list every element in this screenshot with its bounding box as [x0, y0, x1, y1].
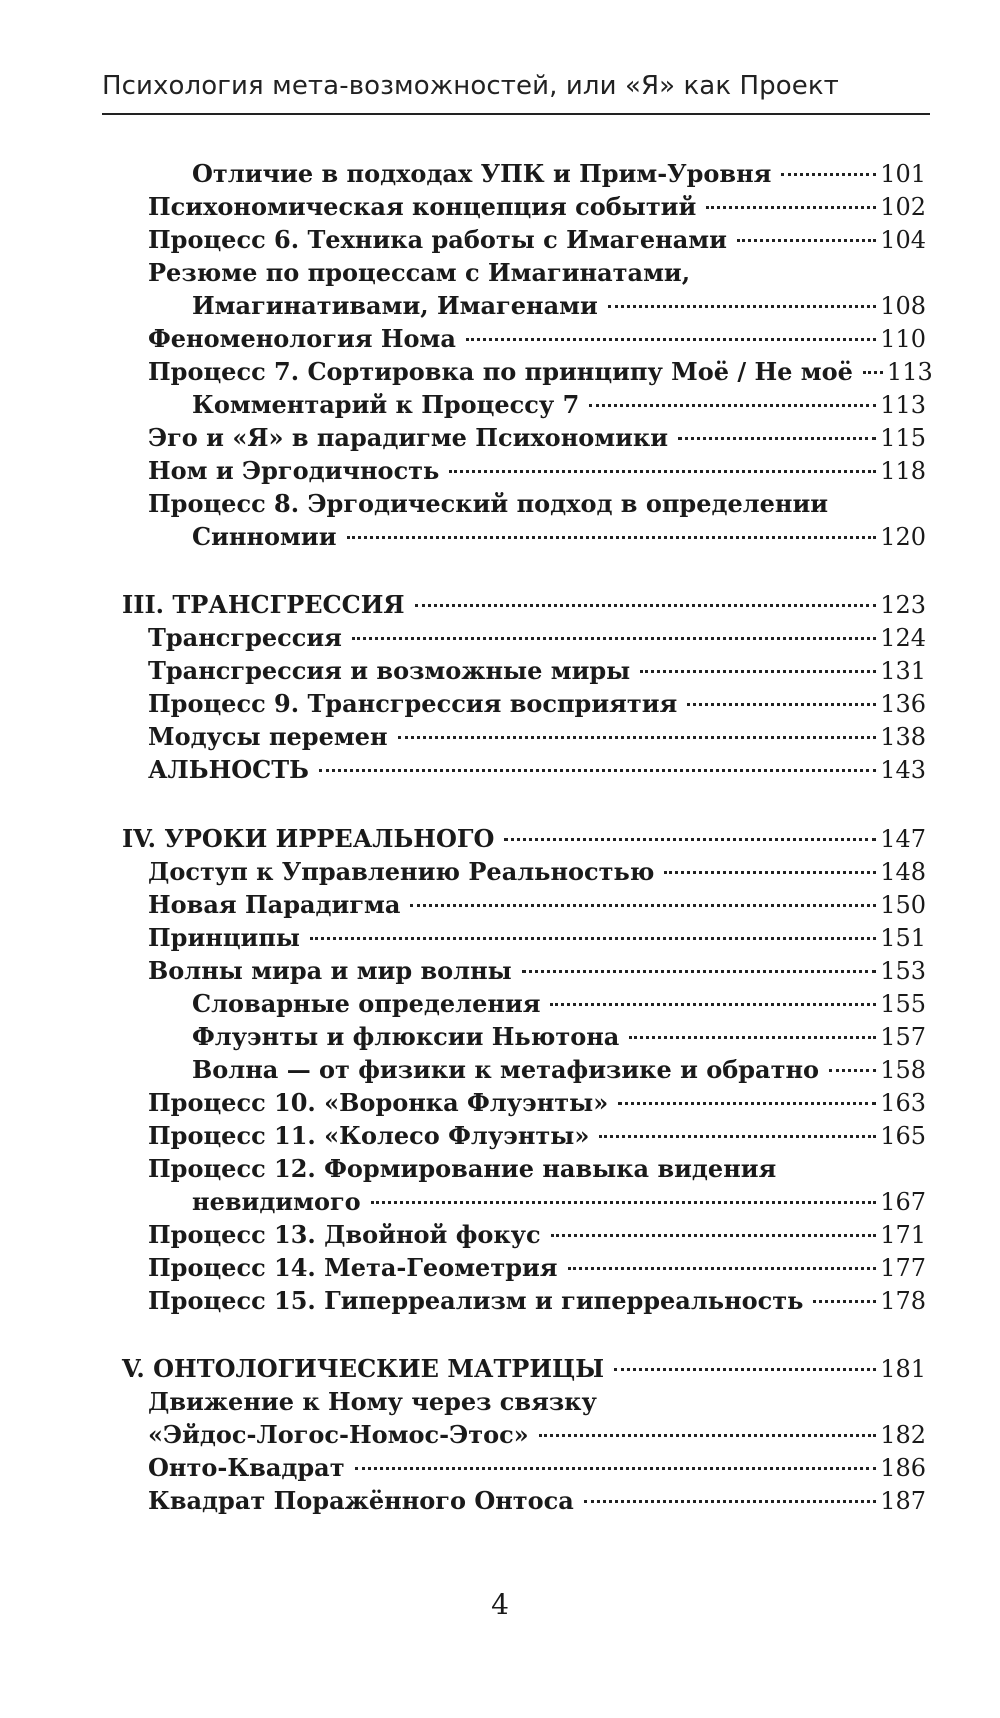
- toc-entry-page: 171: [880, 1221, 926, 1249]
- toc-entry-title: Синномии: [192, 522, 337, 551]
- toc-entry[interactable]: [192, 987, 926, 1021]
- toc-entry-title: Модусы перемен: [148, 722, 388, 751]
- toc-entry-page: 124: [880, 624, 926, 652]
- dot-leader: [568, 1267, 877, 1270]
- dot-leader: [522, 970, 876, 973]
- toc-entry[interactable]: [148, 954, 926, 988]
- toc-entry-title: Квадрат Поражённого Онтоса: [148, 1486, 574, 1515]
- toc-entry-page: 186: [880, 1454, 926, 1482]
- toc-entry-page: 157: [880, 1023, 926, 1051]
- dot-leader: [618, 1102, 876, 1105]
- toc-entry[interactable]: [192, 388, 926, 422]
- toc-entry[interactable]: [148, 1119, 926, 1153]
- toc-entry-title: Эго и «Я» в парадигме Психономики: [148, 423, 669, 452]
- toc-entry[interactable]: [148, 687, 926, 721]
- running-header: Психология мета-возможностей, или «Я» как Проект: [102, 71, 839, 101]
- dot-leader: [706, 206, 876, 209]
- toc-entry-page: 110: [880, 325, 926, 353]
- dot-leader: [678, 437, 876, 440]
- toc-entry-title-line1: Резюме по процессам с Имагинатами,: [148, 258, 691, 287]
- toc-entry[interactable]: [148, 855, 926, 889]
- toc-entry-title: Трансгрессия и возможные миры: [148, 656, 631, 685]
- toc-entry-page: 113: [886, 358, 933, 386]
- toc-entry-title: Феноменология Нома: [148, 324, 456, 353]
- toc-entry-title: Волны мира и мир волны: [148, 956, 512, 985]
- toc-entry-page: 115: [880, 424, 926, 452]
- toc-entry[interactable]: [148, 1251, 926, 1285]
- dot-leader: [640, 670, 876, 673]
- dot-leader: [687, 703, 876, 706]
- toc-entry-title: Комментарий к Процессу 7: [192, 390, 580, 419]
- toc-entry-page: 163: [880, 1089, 926, 1117]
- toc-entry-title: III. ТРАНСГРЕССИЯ: [122, 590, 405, 619]
- toc-entry-title: Онто-Квадрат: [148, 1453, 345, 1482]
- page-number: 4: [491, 1588, 509, 1621]
- toc-entry-page: 138: [880, 723, 926, 751]
- toc-entry-title: Процесс 13. Двойной фокус: [148, 1220, 541, 1249]
- toc-entry-title: Флуэнты и флюксии Ньютона: [192, 1022, 620, 1051]
- toc-entry-page: 158: [880, 1056, 926, 1084]
- toc-entry-title: Процесс 10. «Воронка Флуэнты»: [148, 1088, 609, 1117]
- toc-entry-title: АЛЬНОСТЬ: [148, 755, 309, 784]
- dot-leader: [449, 470, 876, 473]
- toc-entry[interactable]: [192, 289, 926, 323]
- toc-entry[interactable]: [148, 355, 933, 389]
- toc-entry[interactable]: [148, 1284, 926, 1318]
- dot-leader: [629, 1036, 876, 1039]
- toc-section-heading[interactable]: [122, 822, 926, 856]
- dot-leader: [539, 1434, 877, 1437]
- toc-section-heading[interactable]: [122, 1352, 926, 1386]
- toc-entry-page: 148: [880, 858, 926, 886]
- toc-entry-page: 101: [880, 160, 926, 188]
- dot-leader: [352, 637, 876, 640]
- toc-entry[interactable]: [148, 1451, 926, 1485]
- toc-entry[interactable]: [192, 520, 926, 554]
- toc-entry-title: «Эйдос-Логос-Номос-Этос»: [148, 1420, 529, 1449]
- dot-leader: [829, 1069, 876, 1072]
- toc-entry-page: 155: [880, 990, 926, 1018]
- dot-leader: [550, 1003, 876, 1006]
- toc-entry[interactable]: [148, 1086, 926, 1120]
- toc-entry[interactable]: [148, 753, 926, 787]
- dot-leader: [504, 838, 876, 841]
- toc-entry-page: 151: [880, 924, 926, 952]
- dot-leader: [664, 871, 876, 874]
- toc-entry[interactable]: [148, 223, 926, 257]
- toc-entry-title: IV. УРОКИ ИРРЕАЛЬНОГО: [122, 824, 495, 853]
- toc-entry-page: 187: [880, 1487, 926, 1515]
- toc-entry-page: 167: [880, 1188, 926, 1216]
- toc-entry-title: Имагинативами, Имагенами: [192, 291, 598, 320]
- toc-entry[interactable]: [192, 157, 926, 191]
- dot-leader: [319, 769, 876, 772]
- dot-leader: [863, 371, 883, 374]
- toc-entry[interactable]: [192, 1053, 926, 1087]
- toc-entry-title: Процесс 11. «Колесо Флуэнты»: [148, 1121, 590, 1150]
- toc-entry-page: 181: [880, 1355, 926, 1383]
- dot-leader: [599, 1135, 876, 1138]
- dot-leader: [398, 736, 877, 739]
- toc-entry-page: 136: [880, 690, 926, 718]
- toc-entry[interactable]: [148, 1418, 926, 1452]
- toc-entry-title-line1: Движение к Ному через связку: [148, 1387, 597, 1416]
- toc-entry-page: 102: [880, 193, 926, 221]
- toc-entry[interactable]: [148, 720, 926, 754]
- toc-entry[interactable]: [148, 190, 926, 224]
- toc-entry-title: Психономическая концепция событий: [148, 192, 697, 221]
- dot-leader: [310, 937, 876, 940]
- toc-entry-title-line1: Процесс 8. Эргодический подход в определении: [148, 489, 829, 518]
- toc-entry[interactable]: [148, 1484, 926, 1518]
- toc-entry-page: 177: [880, 1254, 926, 1282]
- dot-leader: [737, 239, 876, 242]
- toc-entry-page: 182: [880, 1421, 926, 1449]
- dot-leader: [371, 1201, 877, 1204]
- toc-entry-title: Волна — от физики к метафизике и обратно: [192, 1055, 820, 1084]
- toc-entry-title: Процесс 7. Сортировка по принципу Моё / Не моё: [148, 357, 853, 386]
- dot-leader: [584, 1500, 876, 1503]
- toc-entry-title: Ном и Эргодичность: [148, 456, 440, 485]
- toc-entry[interactable]: [148, 921, 926, 955]
- toc-entry[interactable]: [192, 1020, 926, 1054]
- dot-leader: [589, 404, 876, 407]
- toc-entry-title: Принципы: [148, 923, 300, 952]
- toc-entry[interactable]: [148, 322, 926, 356]
- toc-entry-page: 165: [880, 1122, 926, 1150]
- toc-entry-page: 123: [880, 591, 926, 619]
- dot-leader: [614, 1368, 876, 1371]
- toc-entry[interactable]: [192, 1185, 926, 1219]
- dot-leader: [551, 1234, 877, 1237]
- toc-entry-page: 120: [880, 523, 926, 551]
- toc-entry-title: Процесс 15. Гиперреализм и гиперреальность: [148, 1286, 804, 1315]
- dot-leader: [410, 904, 876, 907]
- toc-entry-title: Новая Парадигма: [148, 890, 401, 919]
- toc-section-heading[interactable]: [122, 588, 926, 622]
- toc-entry-title-line1: Процесс 12. Формирование навыка видения: [148, 1154, 777, 1183]
- toc-entry-page: 108: [880, 292, 926, 320]
- dot-leader: [608, 305, 876, 308]
- dot-leader: [347, 536, 877, 539]
- toc-entry[interactable]: [148, 654, 926, 688]
- toc-entry-title: невидимого: [192, 1187, 361, 1216]
- toc-entry-title: Процесс 6. Техника работы с Имагенами: [148, 225, 727, 254]
- dot-leader: [355, 1467, 877, 1470]
- toc-entry-page: 118: [880, 457, 926, 485]
- toc-entry[interactable]: [148, 421, 926, 455]
- toc-entry-page: 131: [880, 657, 926, 685]
- toc-entry-page: 150: [880, 891, 926, 919]
- toc-entry-title: Трансгрессия: [148, 623, 342, 652]
- toc-entry-title: Словарные определения: [192, 989, 541, 1018]
- toc-entry-page: 147: [880, 825, 926, 853]
- toc-entry[interactable]: [148, 621, 926, 655]
- toc-entry[interactable]: [148, 1218, 926, 1252]
- dot-leader: [813, 1300, 876, 1303]
- toc-entry-page: 113: [880, 391, 926, 419]
- toc-entry-title: Отличие в подходах УПК и Прим-Уровня: [192, 159, 772, 188]
- toc-entry-title: Процесс 14. Мета-Геометрия: [148, 1253, 558, 1282]
- toc-entry-title: Доступ к Управлению Реальностью: [148, 857, 655, 886]
- toc-entry[interactable]: [148, 888, 926, 922]
- toc-entry-page: 178: [880, 1287, 926, 1315]
- dot-leader: [415, 604, 877, 607]
- dot-leader: [781, 173, 876, 176]
- toc-entry-page: 143: [880, 756, 926, 784]
- toc-entry-title: V. ОНТОЛОГИЧЕСКИЕ МАТРИЦЫ: [122, 1354, 605, 1383]
- header-rule: [102, 113, 930, 115]
- toc-entry-page: 104: [880, 226, 926, 254]
- toc-entry-title: Процесс 9. Трансгрессия восприятия: [148, 689, 678, 718]
- dot-leader: [466, 338, 876, 341]
- toc-entry-page: 153: [880, 957, 926, 985]
- toc-entry[interactable]: [148, 454, 926, 488]
